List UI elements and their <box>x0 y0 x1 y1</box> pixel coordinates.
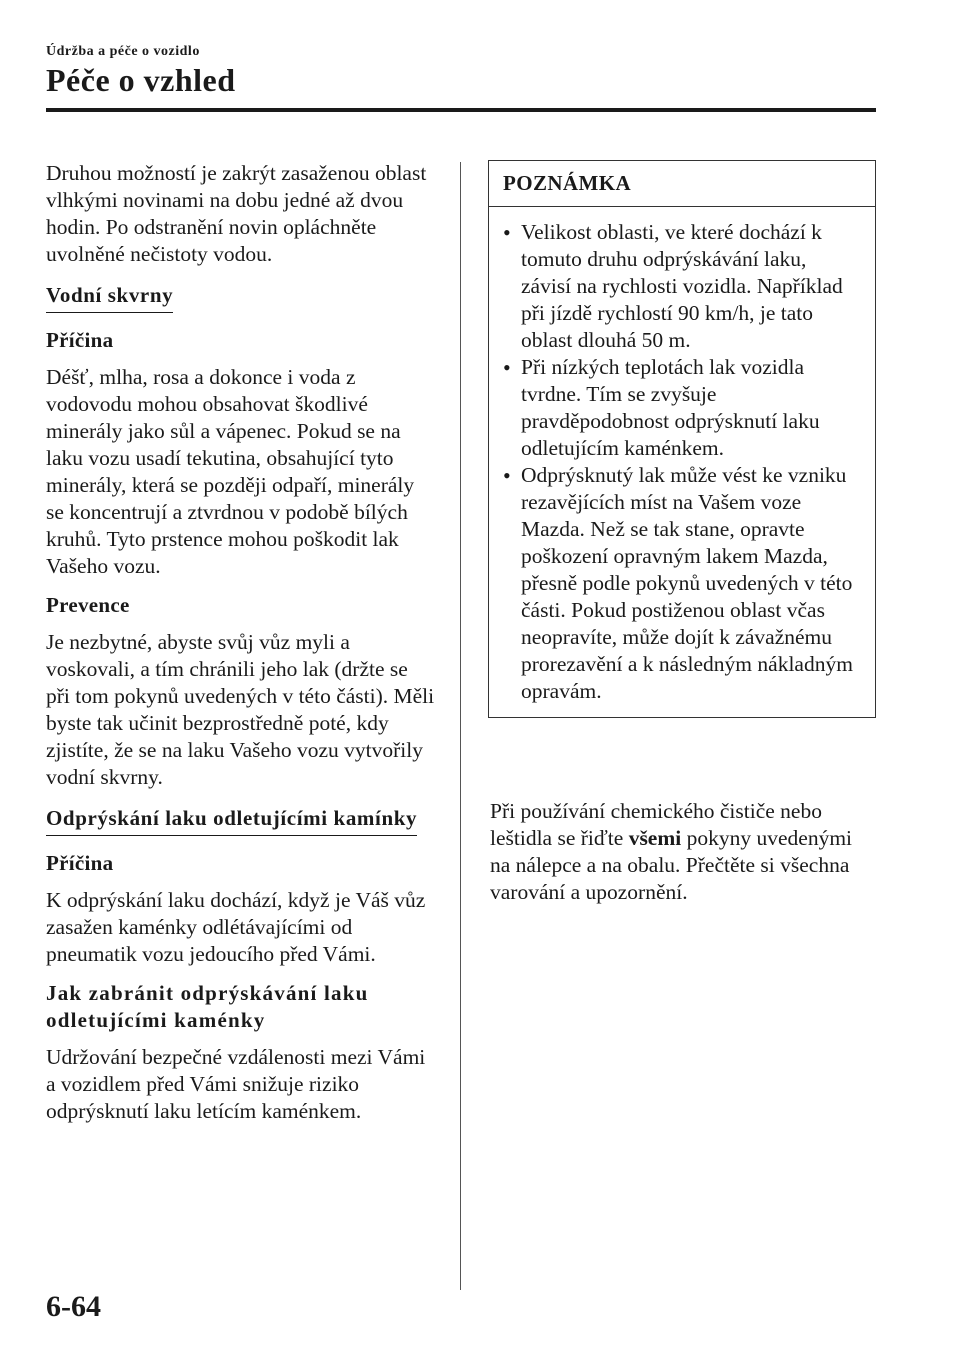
page-title: Péče o vzhled <box>46 62 236 98</box>
chipping-prevent-label: Jak zabránit odprýskávání laku odletujícími kaménky <box>46 981 369 1032</box>
bullet-icon: • <box>503 220 511 245</box>
note-bullet-item <box>503 354 861 462</box>
note-title: POZNÁMKA <box>489 161 875 207</box>
water-spots-prevention-text: Je nezbytné, abyste svůj vůz myli a voskovali, a tím chránili jeho lak (držte se při tom pokynů uvedených v této části). Měli byste tak učinit bezprostředně poté, kdy zjistíte, že se na laku Vašeho vozu vytvořily vodní skvrny. <box>46 630 435 789</box>
note-box <box>488 160 876 718</box>
intro-paragraph: Druhou možností je zakrýt zasaženou oblast vlhkými novinami na dobu jedné až dvou hodin. Po odstranění novin opláchněte uvolněné nečistoty vodou. <box>46 161 427 266</box>
water-spots-heading: Vodní skvrny <box>46 282 173 313</box>
note-bullet-item <box>503 462 861 705</box>
chipping-heading: Odprýskání laku odletujícími kamínky <box>46 805 417 836</box>
chemical-text-start: Při používání chemického čističe nebo leštidla se řiďte <box>490 799 822 850</box>
chipping-cause-text: K odprýskání laku dochází, když je Váš vůz zasažen kaménky odlétávajícími od pneumatik vozu jedoucího před Vámi. <box>46 888 426 966</box>
chemical-text-end: pokyny uvedenými na nálepce a na obalu. Přečtěte si všechna varování a upozornění. <box>490 826 853 904</box>
left-column <box>46 160 436 1137</box>
water-spots-prevention-label: Prevence <box>46 593 130 617</box>
water-spots-cause-text: Déšť, mlha, rosa a dokonce i voda z vodovodu mohou obsahovat škodlivé minerály jako sůl a vápenec. Pokud se na laku vozu usadí tekutina, obsahující tyto minerály, která se později odpaří, minerály se koncentrují a ztvrdnou v podobě bílých kruhů. Tyto prstence mohou poškodit lak Vašeho vozu. <box>46 365 415 578</box>
page-number: 6-64 <box>46 1290 101 1323</box>
chemical-cleaner-paragraph <box>490 798 876 906</box>
note-bullet-text: Odprýsknutý lak může vést ke vzniku rezavějících míst na Vašem voze Mazda. Než se tak stane, opravte poškození opravným lakem Mazda, přesně podle pokynů uvedených v této části. Pokud postiženou oblast včas neopravíte, může dojít k závažnému prorezavění a k následným nákladným opravám. <box>521 463 853 703</box>
breadcrumb: Údržba a péče o vozidlo <box>46 44 200 59</box>
chipping-cause-label: Příčina <box>46 851 114 875</box>
bullet-icon: • <box>503 355 511 380</box>
water-spots-cause-label: Příčina <box>46 328 114 352</box>
chipping-prevent-text: Udržování bezpečné vzdálenosti mezi Vámi a vozidlem před Vámi snižuje riziko odprýsknutí laku letícím kaménkem. <box>46 1045 426 1123</box>
right-column <box>490 160 876 918</box>
note-bullet-text: Velikost oblasti, ve které dochází k tomuto druhu odprýskávání laku, závisí na rychlosti vozidla. Například při jízdě rychlostí 90 km/h, je tato oblast dlouhá 50 m. <box>521 220 843 352</box>
note-bullet-item <box>503 219 861 354</box>
bullet-icon: • <box>503 463 511 488</box>
note-bullet-text: Při nízkých teplotách lak vozidla tvrdne. Tím se zvyšuje pravděpodobnost odprýsknutí laku odletujícím kaménkem. <box>521 355 820 460</box>
title-rule <box>46 108 876 112</box>
chemical-text-bold: všemi <box>628 826 682 850</box>
note-body <box>489 207 875 717</box>
column-divider <box>460 162 461 1290</box>
